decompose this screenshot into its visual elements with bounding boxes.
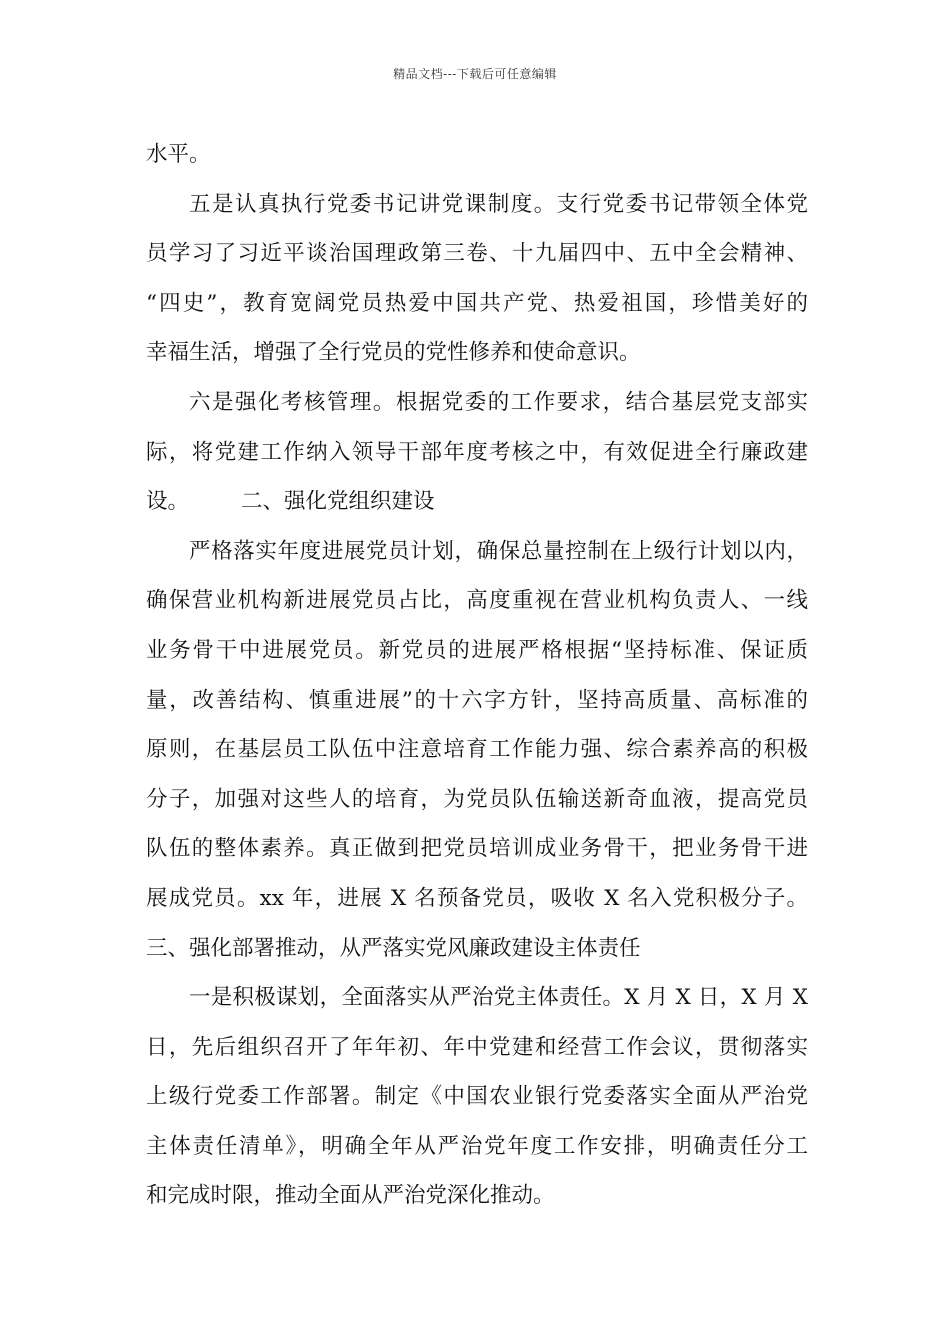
text-line: 队伍的整体素养。真正做到把党员培训成业务骨干，把业务骨干进 bbox=[146, 836, 808, 862]
text-line: 五是认真执行党委书记讲党课制度。支行党委书记带领全体党 bbox=[189, 191, 808, 217]
section-heading: 二、强化党组织建设 bbox=[241, 489, 435, 515]
text-line: 员学习了习近平谈治国理政第三卷、十九届四中、五中全会精神、 bbox=[146, 241, 808, 267]
text-line: 际，将党建工作纳入领导干部年度考核之中，有效促进全行廉政建 bbox=[146, 439, 808, 465]
text-line: 上级行党委工作部署。制定《中国农业银行党委落实全面从严治党 bbox=[146, 1084, 808, 1110]
text-line: 分子，加强对这些人的培育，为党员队伍输送新奇血液，提高党员 bbox=[146, 786, 808, 812]
page-header: 精品文档---下载后可任意编辑 bbox=[393, 67, 557, 81]
document-body bbox=[146, 130, 808, 1221]
text-line: 确保营业机构新进展党员占比，高度重视在营业机构负责人、一线 bbox=[146, 588, 808, 614]
section-heading: 三、强化部署推动，从严落实党风廉政建设主体责任 bbox=[146, 935, 641, 961]
text-line: 六是强化考核管理。根据党委的工作要求，结合基层党支部实 bbox=[189, 389, 808, 415]
text-line: 原则，在基层员工队伍中注意培育工作能力强、综合素养高的积极 bbox=[146, 737, 808, 763]
text-line: 业务骨干中进展党员。新党员的进展严格根据“坚持标准、保证质 bbox=[146, 637, 808, 663]
text-line: 幸福生活，增强了全行党员的党性修养和使命意识。 bbox=[146, 340, 641, 366]
text-line: “四史”，教育宽阔党员热爱中国共产党、热爱祖国，珍惜美好的 bbox=[146, 290, 808, 316]
text-line: 和完成时限，推动全面从严治党深化推动。 bbox=[146, 1183, 555, 1209]
text-line: 一是积极谋划，全面落实从严治党主体责任。X 月 X 日，X 月 X bbox=[189, 985, 808, 1011]
text-line: 水平。 bbox=[146, 142, 211, 167]
text-fragment: 设。 bbox=[146, 489, 190, 515]
text-line: 严格落实年度进展党员计划，确保总量控制在上级行计划以内， bbox=[189, 538, 808, 564]
text-line bbox=[146, 477, 808, 527]
text-line: 展成党员。xx 年，进展 X 名预备党员，吸收 X 名入党积极分子。 bbox=[146, 885, 808, 911]
text-line: 主体责任清单》，明确全年从严治党年度工作安排，明确责任分工 bbox=[146, 1133, 808, 1159]
text-line: 日，先后组织召开了年年初、年中党建和经营工作会议，贯彻落实 bbox=[146, 1034, 808, 1060]
text-line: 量，改善结构、慎重进展”的十六字方针，坚持高质量、高标准的 bbox=[146, 687, 808, 713]
